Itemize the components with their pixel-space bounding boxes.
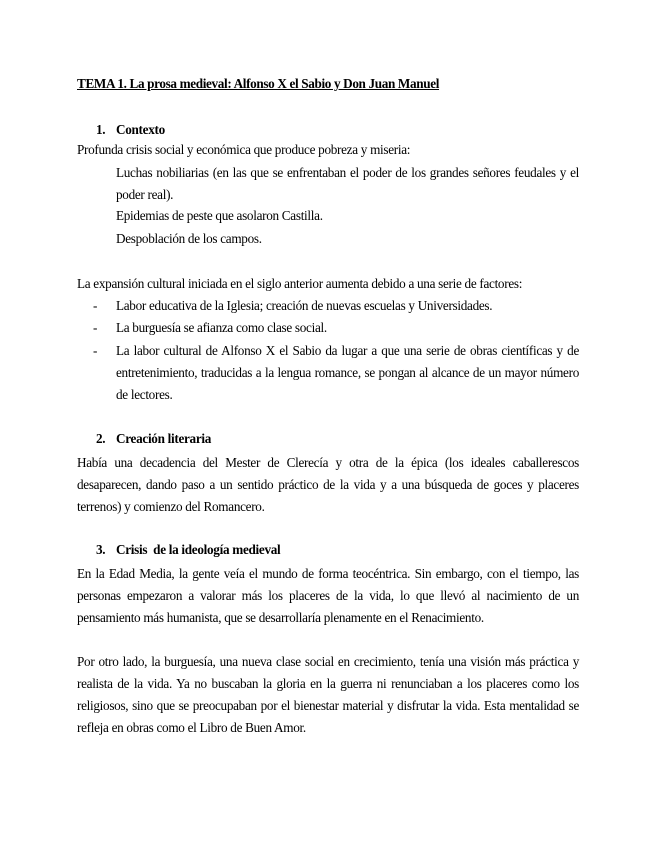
section-heading-crisis <box>96 542 280 558</box>
section-title: Crisis de la ideología medieval <box>116 542 281 557</box>
bullet-marker: - <box>93 320 98 335</box>
bullet-item: Labor educativa de la Iglesia; creación de nuevas escuelas y Universidades. <box>116 298 493 313</box>
section-intro: Profunda crisis social y económica que produce pobreza y miseria: <box>77 142 411 157</box>
section-heading-contexto <box>96 122 165 138</box>
context-item: Luchas nobiliarias (en las que se enfrentaban el poder de los grandes señores feudales y el poder real). <box>116 165 579 202</box>
context-item: Despoblación de los campos. <box>116 231 262 246</box>
section-paragraph: Por otro lado, la burguesía, una nueva clase social en crecimiento, tenía una visión más práctica y realista de la vida. Ya no buscaban la gloria en la guerra ni renunciaban a los placeres como los religiosos, sino que se preocupaban por el bienestar material y disfrutar la vida. Esta mentalidad se refleja en obras como el Libro de Buen Amor. <box>77 654 579 735</box>
section-title: Contexto <box>116 122 165 137</box>
section-number: 3. <box>96 542 106 557</box>
bullet-item: La burguesía se afianza como clase social. <box>116 320 327 335</box>
section-title: Creación literaria <box>116 431 212 446</box>
section-paragraph: En la Edad Media, la gente veía el mundo de forma teocéntrica. Sin embargo, con el tiempo, las personas empezaron a valorar más los placeres de la vida, lo que llevó al nacimiento de un pensamiento más humanista, que se desarrollaría plenamente en el Renacimiento. <box>77 566 579 625</box>
section-number: 1. <box>96 122 106 137</box>
bullet-marker: - <box>93 298 98 313</box>
context-item: Epidemias de peste que asolaron Castilla. <box>116 208 323 223</box>
bullet-item: La labor cultural de Alfonso X el Sabio da lugar a que una serie de obras científicas y de entretenimiento, traducidas a la lengua romance, se pongan al alcance de un mayor número de lectores. <box>116 343 579 402</box>
section-intro-factors: La expansión cultural iniciada en el siglo anterior aumenta debido a una serie de factores: <box>77 276 523 291</box>
bullet-marker: - <box>93 343 98 358</box>
section-heading-creacion <box>96 431 211 447</box>
section-paragraph: Había una decadencia del Mester de Clerecía y otra de la épica (los ideales caballerescos desaparecen, dando paso a un sentido práctico de la vida y a una búsqueda de goces y placeres terrenos) y comienzo del Romancero. <box>77 455 579 514</box>
section-number: 2. <box>96 431 106 446</box>
document-title: TEMA 1. La prosa medieval: Alfonso X el Sabio y Don Juan Manuel <box>77 76 440 91</box>
